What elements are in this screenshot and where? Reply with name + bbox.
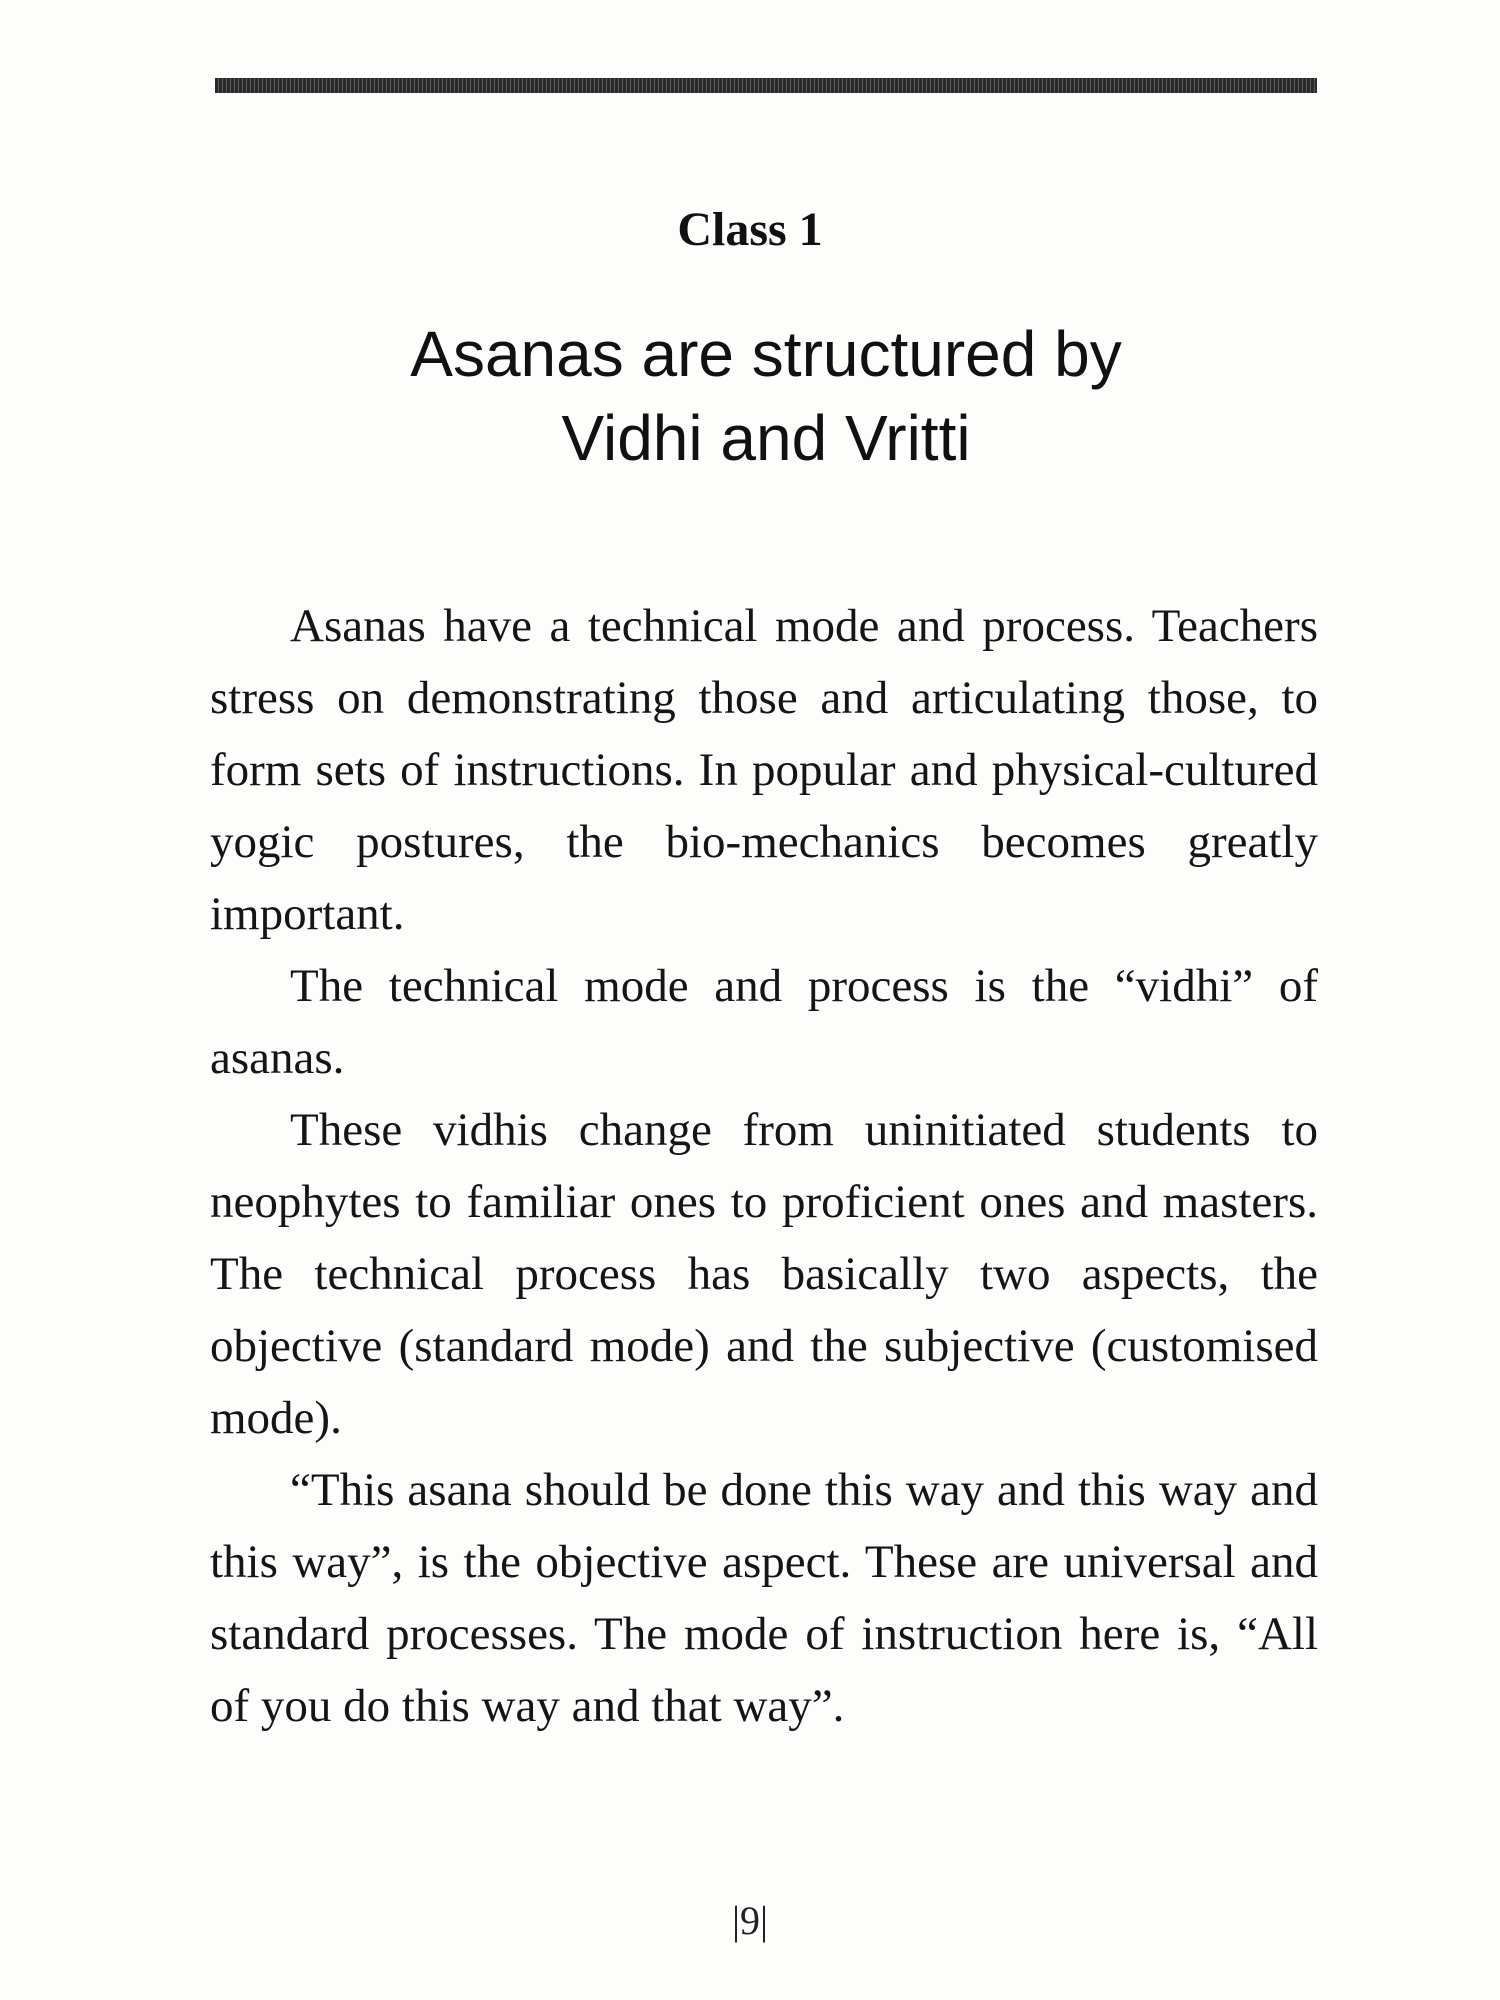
paragraph-1: Asanas have a technical mode and process. Teachers stress on demonstrating those and articulating those, to form sets of instructions. In popular and physical-cultured yogic postures, the bio-mechanics becomes greatly important. xyxy=(210,600,1318,940)
top-rule xyxy=(215,78,1317,93)
chapter-title-line-1: Asanas are structured by xyxy=(410,318,1122,390)
body-text xyxy=(210,590,1318,1742)
paragraph-2: The technical mode and process is the “vidhi” of asanas. xyxy=(210,960,1318,1084)
paragraph-4: “This asana should be done this way and this way and this way”, is the objective aspect. These are universal and standard processes. The mode of instruction here is, “All of you do this way and that way”. xyxy=(210,1464,1318,1732)
chapter-title xyxy=(215,312,1317,480)
paragraph-3: These vidhis change from uninitiated students to neophytes to familiar ones to proficient ones and masters. The technical process has basically two aspects, the objective (standard mode) and the subjective (customised mode). xyxy=(210,1104,1318,1444)
page-number: |9| xyxy=(731,1898,768,1943)
class-label: Class 1 xyxy=(677,203,823,256)
chapter-title-line-2: Vidhi and Vritti xyxy=(561,402,971,474)
